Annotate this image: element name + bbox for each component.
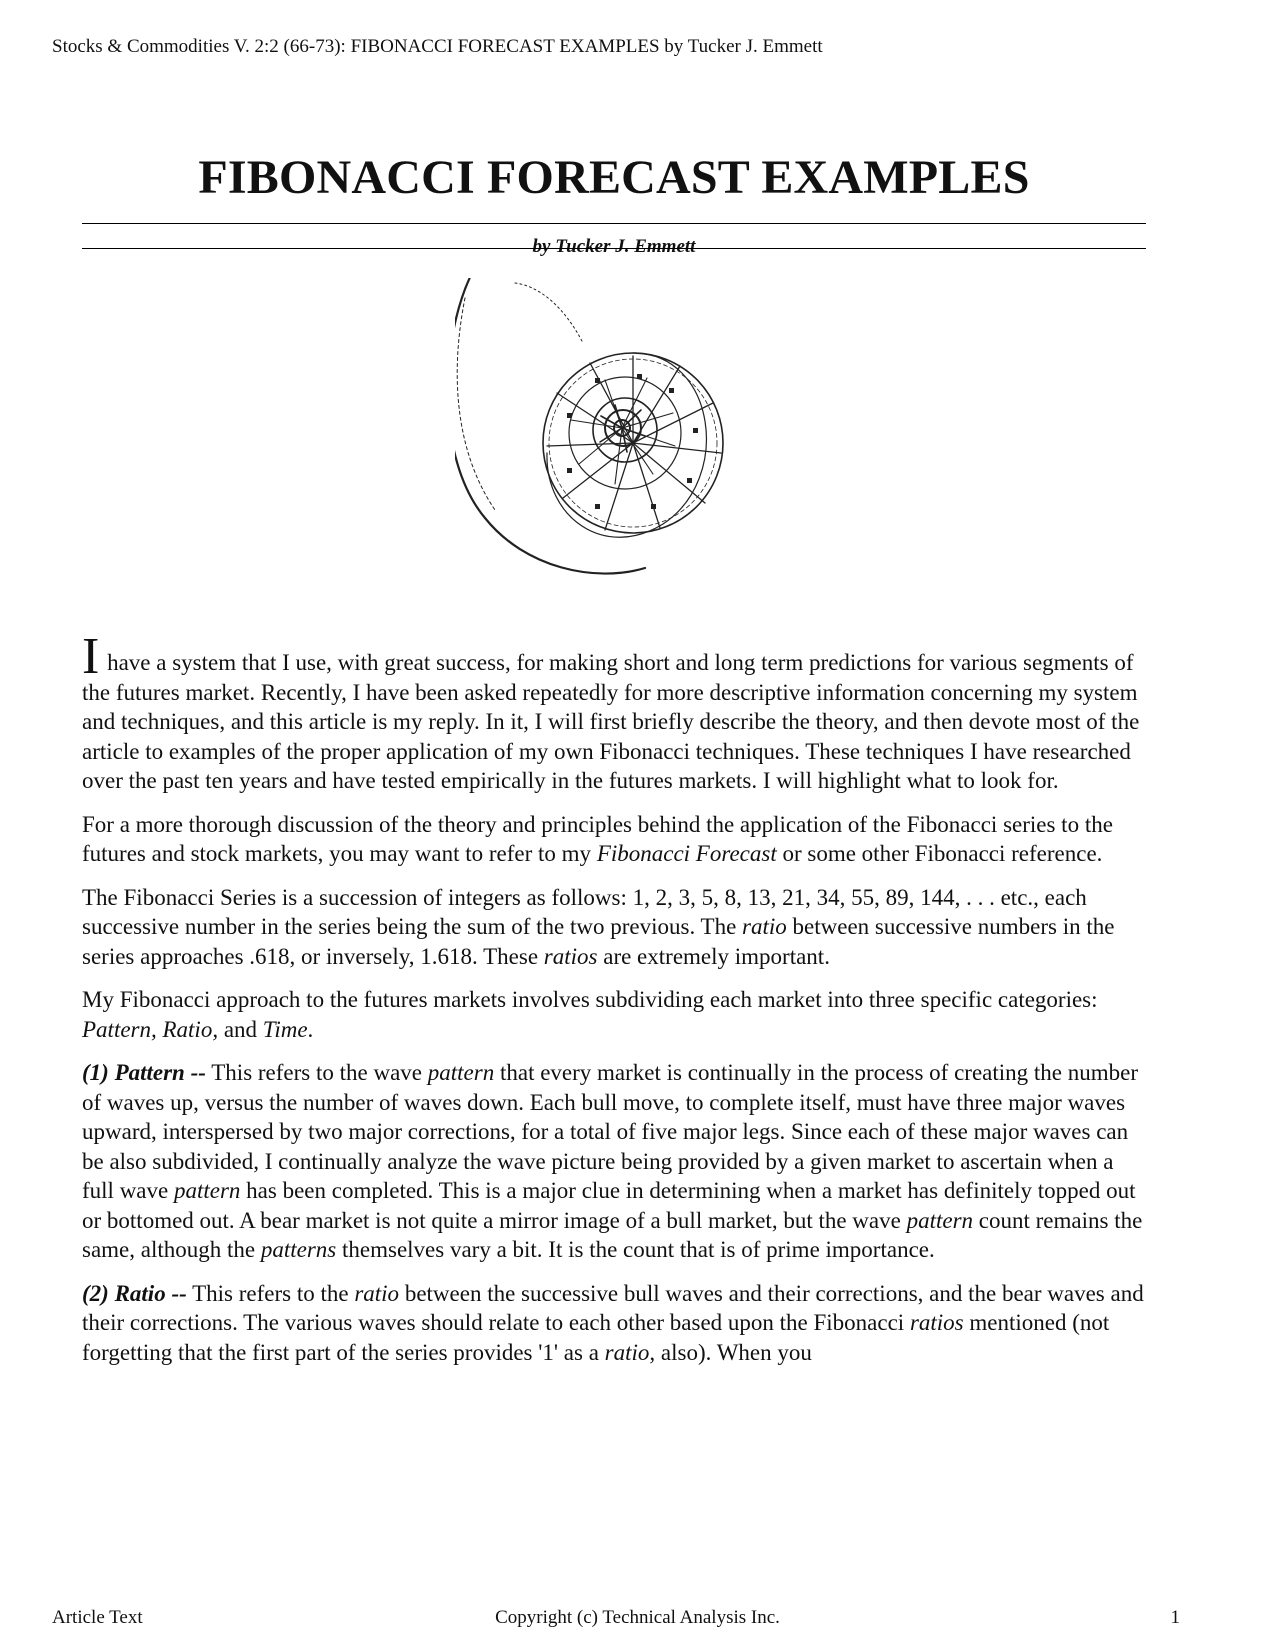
page-number: 1 (1170, 1607, 1180, 1628)
article-body (82, 628, 1146, 1381)
section-label-ratio: (2) Ratio -- (82, 1280, 187, 1306)
paragraph-reference: For a more thorough discussion of the theory and principles behind the application of the Fibonacci series to the futures and stock markets, you may want to refer to my Fibonacci Forecast or some other Fibonacci reference. (82, 811, 1113, 866)
running-head: Stocks & Commodities V. 2:2 (66-73): FIBONACCI FORECAST EXAMPLES by Tucker J. Emmett (52, 36, 823, 57)
paragraph-pattern: (1) Pattern -- This refers to the wave pattern that every market is continually in the process of creating the number of waves up, versus the number of waves down. Each bull move, to complete itself, must have three major waves upward, interspersed by two major corrections, for a total of five major legs. Since each of these major waves can be also subdivided, I continually analyze the wave picture being provided by a given market to ascertain when a full wave pattern has been completed. This is a major clue in determining when a market has definitely topped out or bottomed out. A bear market is not quite a mirror image of a bull market, but the wave pattern count remains the same, although the patterns themselves vary a bit. It is the count that is of prime importance. (82, 1060, 1143, 1262)
section-label-pattern: (1) Pattern -- (82, 1060, 206, 1085)
paragraph-ratio: (2) Ratio -- This refers to the ratio between the successive bull waves and their corrections, and the bear waves and their corrections. The various waves should relate to each other based upon the Fibonacci ratios mentioned (not forgetting that the first part of the series provides '1' as a ratio, also). When you (82, 1280, 1144, 1365)
paragraph-intro: I have a system that I use, with great success, for making short and long term predictions for various segments of the futures market. Recently, I have been asked repeatedly for more descriptive information concerning my system and techniques, and this article is my reply. In it, I will first briefly describe the theory, and then devote most of the article to examples of the proper application of my own Fibonacci techniques. These techniques I have researched over the past ten years and have tested empirically in the futures markets. I will highlight what to look for. (82, 628, 1140, 793)
paragraph-categories: My Fibonacci approach to the futures markets involves subdividing each market into three specific categories: Pattern, Ratio, and Time. (82, 987, 1098, 1042)
drop-cap: I (82, 628, 100, 685)
title-rule-top (82, 223, 1146, 224)
footer-copyright: Copyright (c) Technical Analysis Inc. (495, 1607, 780, 1628)
footer-section-label: Article Text (52, 1607, 143, 1628)
byline: by Tucker J. Emmett (532, 236, 696, 257)
title-rule-bottom (82, 248, 1146, 249)
nautilus-shell-illustration (455, 278, 775, 613)
paragraph-series: The Fibonacci Series is a succession of integers as follows: 1, 2, 3, 5, 8, 13, 21, 34, 55, 89, 144, . . . etc., each successive number in the series being the sum of the two previous. The ratio between successive numbers in the series approaches .618, or inversely, 1.618. These ratios are extremely important. (82, 884, 1115, 969)
article-title: FIBONACCI FORECAST EXAMPLES (198, 151, 1030, 204)
